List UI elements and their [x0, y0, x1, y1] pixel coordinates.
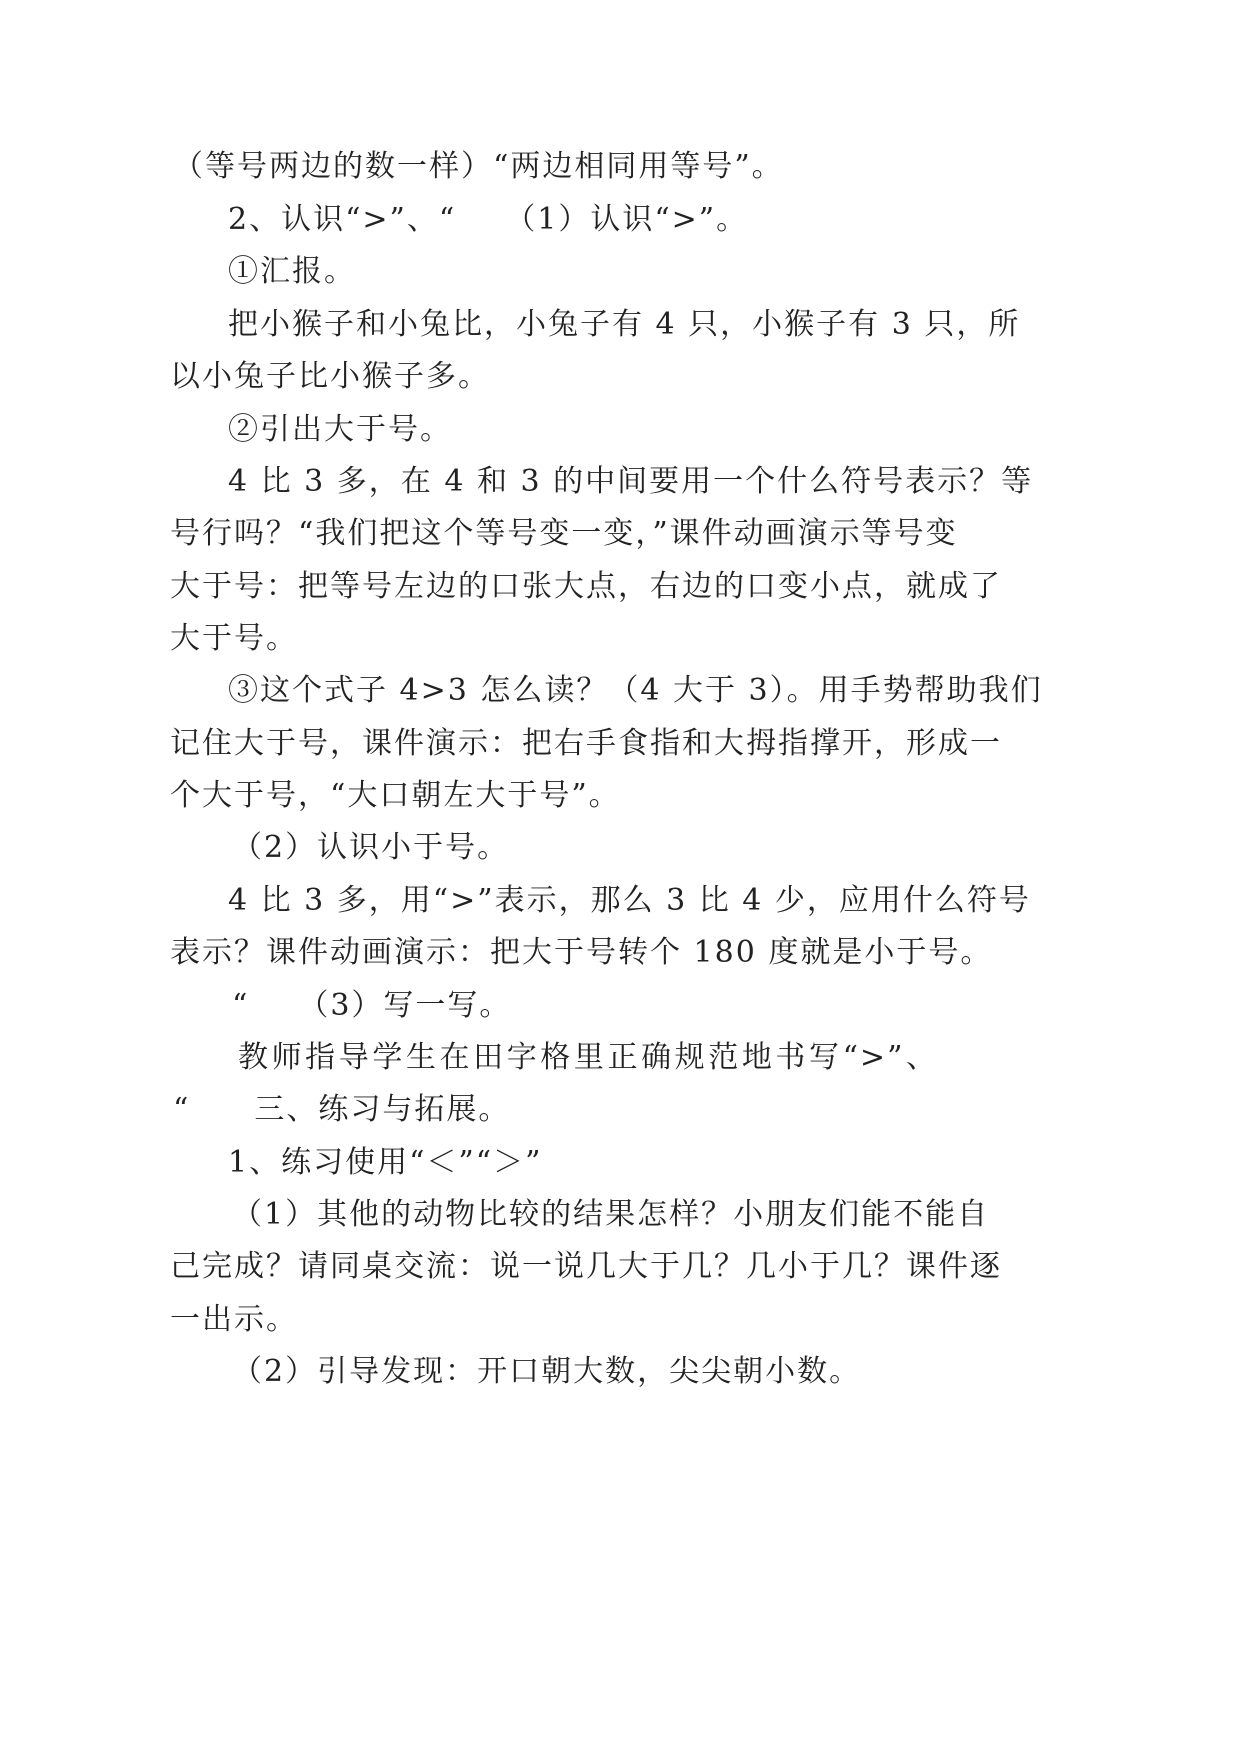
item-heading: “ （3）写一写。	[232, 988, 512, 1023]
paragraph-line: 大于号。	[170, 621, 298, 656]
paragraph-line: （2）引导发现：开口朝大数，尖尖朝小数。	[232, 1354, 862, 1389]
paragraph-line: 以小兔子比小猴子多。	[170, 359, 490, 394]
paragraph-line: （1）其他的动物比较的结果怎样？小朋友们能不能自	[232, 1197, 990, 1232]
paragraph-line: 4 比 3 多，在 4 和 3 的中间要用一个什么符号表示？等	[228, 464, 1034, 499]
paragraph-line: ③这个式子 4>3 怎么读？（4 大于 3）。用手势帮助我们	[228, 673, 1043, 708]
paragraph-line: 4 比 3 多，用“>”表示，那么 3 比 4 少，应用什么符号	[228, 883, 1031, 918]
paragraph-line: 把小猴子和小兔比，小兔子有 4 只，小猴子有 3 只，所	[228, 307, 1021, 342]
paragraph-line: 记住大于号，课件演示：把右手食指和大拇指撑开，形成一	[170, 726, 1002, 761]
item-heading: ②引出大于号。	[228, 412, 452, 447]
paragraph-line: 号行吗？“我们把这个等号变一变，”课件动画演示等号变	[170, 516, 958, 551]
paragraph-line: （等号两边的数一样）“两边相同用等号”。	[173, 149, 784, 184]
paragraph-line: 表示？课件动画演示：把大于号转个 180 度就是小于号。	[170, 935, 993, 970]
section-heading-line: “ 三、练习与拓展。	[173, 1092, 511, 1127]
paragraph-line: 一出示。	[170, 1302, 298, 1337]
paragraph-line: 大于号：把等号左边的口张大点，右边的口变小点，就成了	[170, 569, 1002, 604]
item-heading: ①汇报。	[228, 254, 356, 289]
paragraph-line: 己完成？请同桌交流：说一说几大于几？几小于几？课件逐	[170, 1249, 1002, 1284]
paragraph-line: 个大于号，“大口朝左大于号”。	[170, 778, 621, 813]
section-heading-line: 2、认识“>”、“ （1）认识“>”。	[228, 202, 749, 237]
paragraph-line: 教师指导学生在田字格里正确规范地书写“>”、	[238, 1040, 938, 1075]
item-heading: 1、练习使用“＜”“＞”	[228, 1145, 543, 1180]
item-heading: （2）认识小于号。	[232, 830, 510, 865]
